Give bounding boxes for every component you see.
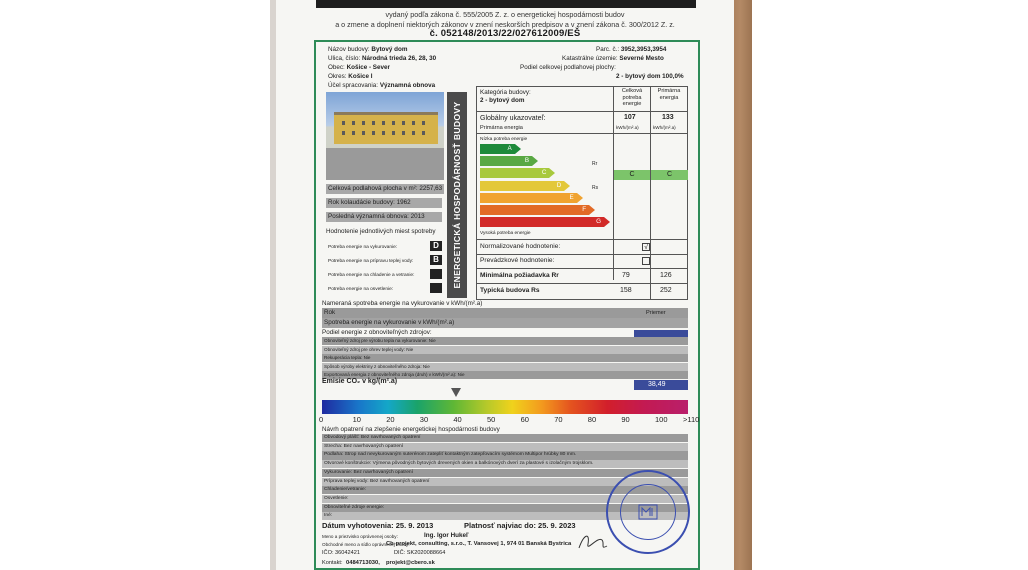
measured-title: Nameraná spotreba energie na vykurovanie v kWh/(m².a) <box>322 300 483 307</box>
building-name: Názov budovy: Bytový dom <box>328 46 408 53</box>
divider <box>476 133 688 134</box>
measure-row-text: Osvetlenie: <box>324 495 349 501</box>
primary-energy-value: 133 <box>662 114 674 121</box>
average-label: Priemer <box>646 310 666 316</box>
building-photo <box>326 92 444 180</box>
signature <box>576 528 610 554</box>
street <box>326 148 444 180</box>
measure-row-text: Obnoviteľné zdroje energie: <box>324 504 385 510</box>
low-demand-label: Nízka potreba energie <box>480 137 528 142</box>
scale-tick: 40 <box>453 415 462 424</box>
column-primary-energy: Primárna energia <box>657 88 681 101</box>
energy-class-a: A <box>480 144 515 154</box>
renewables-row-text: Obnoviteľný zdroj pre ohrev teplej vody: Nie <box>324 346 414 352</box>
divider <box>476 254 688 255</box>
cooling-label: Potreba energie na chladenie a vetranie: <box>328 273 415 278</box>
divider <box>476 268 688 269</box>
rr-marker: Rr <box>592 161 598 167</box>
header-line-2: a o zmene a doplnení niektorých zákonov v znení neskorších predpisov a v znení zákona č. 300/2012 Z. z. <box>335 19 675 29</box>
energy-class-e: E <box>480 193 577 203</box>
heating-rating: D <box>430 241 442 251</box>
contact-phone: 0484713030, <box>346 560 380 566</box>
lighting-label: Potreba energie na osvetlenie: <box>328 287 394 292</box>
normalized-rating-label: Normalizované hodnotenie: <box>480 243 561 250</box>
energy-class-b: B <box>480 156 532 166</box>
processing-purpose: Účel spracovania: Významná obnova <box>328 82 436 89</box>
company-dic: DIČ: SK2020088664 <box>394 550 446 556</box>
normalized-checkbox: √ <box>642 243 650 251</box>
measure-row-text: Príprava teplej vody: Bez navrhovaných opatrení <box>324 478 430 484</box>
emissions-value: 38,49 <box>648 381 666 388</box>
heating-label: Potreba energie na vykurovanie: <box>328 245 398 250</box>
scale-tick: 60 <box>520 415 529 424</box>
renewables-title: Podiel energie z obnoviteľných zdrojov: <box>322 329 432 336</box>
measure-row-text: Podlaha: Strop nad nevykurovaným suterénom zatepliť kontaktným zatepľovacím systémom Multipor hrúbky 80 mm. <box>324 452 577 458</box>
measure-row-text: Iné: <box>324 513 333 519</box>
scale-tick: 90 <box>621 415 630 424</box>
scale-tick: 50 <box>487 415 496 424</box>
hot-water-label: Potreba energie na prípravu teplej vody: <box>328 259 414 264</box>
hot-water-rating: B <box>430 255 442 265</box>
cooling-rating <box>430 269 442 279</box>
emissions-scale <box>322 400 688 414</box>
scale-tick: >110 <box>683 415 700 424</box>
typical-building-primary: 252 <box>660 287 672 294</box>
scale-tick: 30 <box>419 415 429 424</box>
scale-tick: 80 <box>587 415 597 424</box>
energy-class-c: C <box>480 168 549 178</box>
measure-row-text: Chladenie/vetranie: <box>324 487 367 493</box>
year-built: Rok kolaudácie budovy: 1962 <box>328 199 411 206</box>
high-demand-label: Vysoká potreba energie <box>480 231 531 236</box>
total-energy-class: C <box>614 170 650 180</box>
header-line-1: vydaný podľa zákona č. 555/2005 Z. z. o energetickej hospodárnosti budov <box>385 10 625 19</box>
scale-tick: 70 <box>554 415 563 424</box>
total-energy-unit: kWh/(m².a) <box>616 125 639 130</box>
building-facade <box>334 112 438 144</box>
measure-row-text: Otvorové konštrukcie: Výmena pôvodných bytových drevených okien a balkónových dverí za plastové s izolačným trojsklom. <box>324 461 594 467</box>
valid-until: Platnosť najviac do: 25. 9. 2023 <box>464 521 576 530</box>
ratings-title: Hodnotenie jednotlivých miest spotreby <box>326 228 436 235</box>
renewables-row-text: Obnoviteľný zdroj pre výrobu tepla na vykurovanie: Nie <box>324 338 436 343</box>
measure-row-text: Obvodový plášť: Bez navrhovaných opatrení <box>324 435 421 440</box>
energy-class-f: F <box>480 205 589 215</box>
total-energy-value: 107 <box>624 114 636 121</box>
energy-class-d: D <box>480 181 564 191</box>
column-total-energy: Celková potreba energie <box>621 88 643 107</box>
primary-energy-unit: kWh/(m².a) <box>653 125 676 130</box>
vertical-title: ENERGETICKÁ HOSPODÁRNOSŤ BUDOVY <box>452 101 462 289</box>
certificate-number: č. 052148/2013/22/027612009/EŠ <box>429 28 581 39</box>
min-requirement-label: Minimálna požiadavka Rr <box>480 272 559 279</box>
energy-class-g: G <box>480 217 604 227</box>
company-ico: IČO: 36042421 <box>322 550 360 556</box>
consumption-label: Spotreba energie na vykurovanie v kWh/(m².a) <box>324 319 455 326</box>
floor-share-value: 2 - bytový dom 100,0% <box>616 73 684 80</box>
vertical-title-band <box>447 92 467 298</box>
divider <box>476 283 688 284</box>
building-street: Ulica, číslo: Národná trieda 26, 28, 30 <box>328 55 437 62</box>
emissions-marker-icon <box>451 388 461 397</box>
company-value: Cb-projekt, consulting, s.r.o., T. Vansovej 1, 974 01 Banská Bystrica <box>386 541 572 547</box>
contact-label: Kontakt: <box>322 560 343 566</box>
min-requirement-primary: 126 <box>660 272 672 279</box>
cadastral-area: Katastrálne územie: Severné Mesto <box>562 55 664 62</box>
measure-row-text: Strecha: Bez navrhovaných opatrení <box>324 443 404 449</box>
parcel-number: Parc. č.: 3952,3953,3954 <box>596 46 667 53</box>
measures-title: Návrh opatrení na zlepšenie energetickej hospodárnosti budovy <box>322 426 500 433</box>
scale-tick: 0 <box>319 415 324 424</box>
header-band <box>316 0 696 8</box>
category-value: 2 - bytový dom <box>480 97 525 104</box>
floor-area: Celková podlahová plocha v m²: 2257,63 <box>328 185 443 192</box>
author-name: Ing. Igor Hukeľ <box>424 532 469 539</box>
operational-rating-label: Prevádzkové hodnotenie: <box>480 257 555 264</box>
typical-building-label: Typická budova Rs <box>480 287 540 294</box>
scale-tick: 20 <box>386 415 395 424</box>
renewables-row <box>322 354 688 362</box>
scale-tick: 10 <box>352 415 361 424</box>
min-requirement-total: 79 <box>622 272 630 279</box>
floor-share-label: Podiel celkovej podlahovej plochy: <box>520 64 616 71</box>
author-label: Meno a priezvisko oprávnenej osoby: <box>322 534 398 539</box>
building-municipality: Obec: Košice - Sever <box>328 64 390 71</box>
typical-building-total: 158 <box>620 287 632 294</box>
category-label: Kategória budovy: <box>480 89 531 96</box>
renewables-row-text: Spôsob výroby elektriny z obnoviteľného zdroja: Nie <box>324 363 430 369</box>
primary-energy-class: C <box>651 170 688 180</box>
operational-checkbox <box>642 257 650 265</box>
year-label: Rok <box>324 309 336 316</box>
date-issued: Dátum vyhotovenia: 25. 9. 2013 <box>322 521 434 530</box>
contact-email: projekt@cbero.sk <box>386 560 435 566</box>
divider <box>476 239 688 240</box>
last-renovation: Posledná významná obnova: 2013 <box>328 213 425 220</box>
certificate-header <box>276 10 734 39</box>
year-row <box>322 308 688 318</box>
renewables-row-text: Exportovaná energia z obnoviteľného zdroja (druh) v kWh/(m².a): Nie <box>324 372 465 378</box>
official-stamp <box>606 470 690 554</box>
rs-marker: Rs <box>592 185 599 191</box>
energy-certificate <box>276 0 734 570</box>
scale-tick: 100 <box>655 415 668 424</box>
stamp-logo-icon <box>638 504 658 520</box>
divider <box>476 111 688 112</box>
measure-row-text: Vykurovanie: Bez navrhovaných opatrení <box>324 469 413 475</box>
primary-energy-sublabel: Primárna energia <box>480 125 523 131</box>
building-district: Okres: Košice I <box>328 73 373 80</box>
emissions-label: Emisie CO₂ v kg/(m².a) <box>322 378 398 385</box>
renewables-row-text: Rekuperácia tepla: Nie <box>324 355 371 361</box>
divider <box>613 86 614 280</box>
company-label: Obchodné meno a sídlo oprávnenej osoby: <box>322 542 410 547</box>
lighting-rating <box>430 283 442 293</box>
global-indicator-label: Globálny ukazovateľ: <box>480 115 546 122</box>
